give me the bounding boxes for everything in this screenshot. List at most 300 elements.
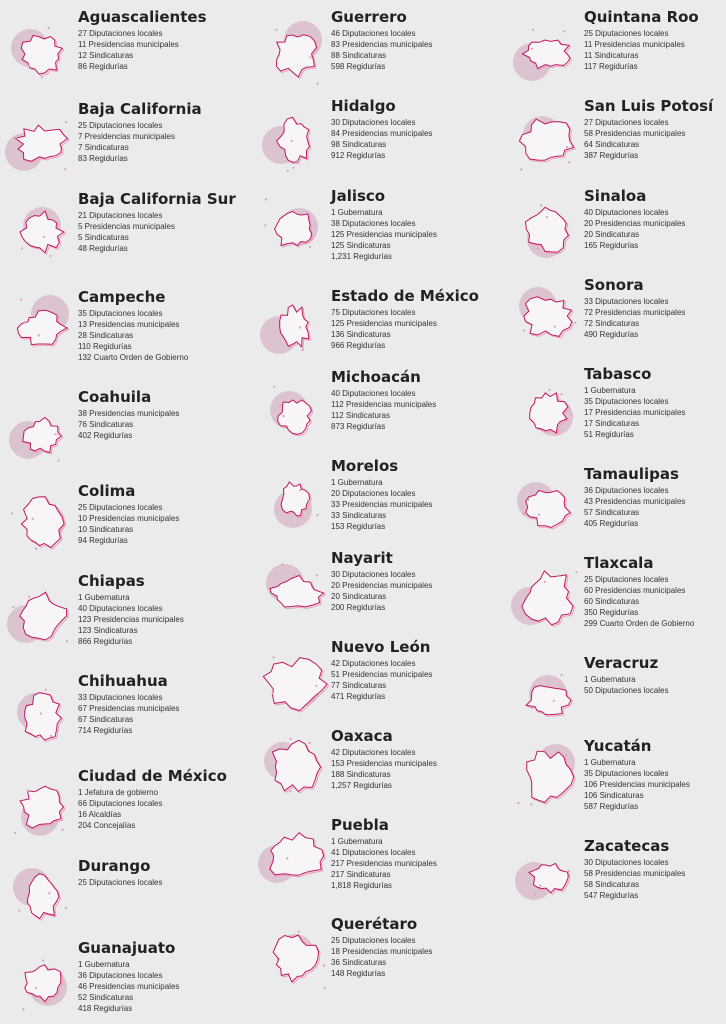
state-map-icon	[259, 291, 331, 363]
position-count: 1 Gubernatura	[584, 758, 636, 767]
position-count: 148 Regidurías	[331, 969, 386, 978]
position-count: 188 Sindicaturas	[331, 770, 391, 779]
state-map-icon	[512, 280, 584, 352]
state-info	[78, 572, 184, 647]
state-outline	[273, 935, 319, 982]
position-count: 5 Presidencias municipales	[78, 222, 175, 231]
state-info	[331, 187, 437, 262]
position-count: 46 Diputaciones locales	[331, 29, 416, 38]
decor-dot	[531, 48, 533, 50]
position-count: 405 Regidurías	[584, 519, 639, 528]
state-info	[78, 288, 188, 363]
state-info	[331, 915, 432, 979]
decor-dot	[306, 870, 308, 872]
state-map-icon	[6, 196, 78, 268]
state-name: Tamaulipas	[584, 465, 679, 483]
state-info	[78, 767, 227, 831]
state-map-icon	[259, 557, 331, 629]
state-name: Jalisco	[331, 187, 386, 205]
decor-dot	[62, 829, 64, 831]
position-count: 112 Sindicaturas	[331, 411, 390, 420]
position-count: 20 Presidencias municipales	[584, 219, 686, 228]
state-map-icon	[6, 400, 78, 472]
state-map-icon	[512, 562, 584, 634]
decor-dot	[565, 754, 567, 756]
position-count: 1 Gubernatura	[78, 960, 130, 969]
decor-dot	[309, 246, 311, 248]
decor-dot	[65, 907, 67, 909]
state-name: Sinaloa	[584, 187, 647, 205]
decor-dot	[539, 885, 541, 887]
position-count: 36 Diputaciones locales	[78, 971, 163, 980]
position-count: 40 Diputaciones locales	[78, 604, 163, 613]
decor-dot	[540, 204, 542, 206]
state-map-icon	[6, 861, 78, 933]
position-count: 30 Diputaciones locales	[331, 570, 416, 579]
decor-dot	[22, 1008, 24, 1010]
position-count: 912 Regidurías	[331, 151, 386, 160]
position-count: 165 Regidurías	[584, 241, 639, 250]
position-count: 10 Sindicaturas	[78, 525, 134, 534]
position-count: 58 Presidencias municipales	[584, 129, 686, 138]
position-count: 25 Diputaciones locales	[78, 878, 163, 887]
state-map-icon	[259, 648, 331, 720]
state-map-icon	[259, 193, 331, 265]
decor-dot	[292, 167, 294, 169]
position-count: 1,818 Regidurías	[331, 881, 392, 890]
position-count: 125 Presidencias municipales	[331, 230, 437, 239]
decor-dot	[315, 685, 317, 687]
position-count: 204 Concejalías	[78, 821, 136, 830]
position-count: 67 Sindicaturas	[78, 715, 134, 724]
decor-dot	[35, 987, 37, 989]
state-map-icon	[259, 923, 331, 995]
decor-dot	[302, 349, 304, 351]
state-map-icon	[512, 664, 584, 736]
position-count: 866 Regidurías	[78, 637, 133, 646]
state-name: Nuevo León	[331, 638, 431, 656]
decor-dot	[546, 216, 548, 218]
state-name: Ciudad de México	[78, 767, 227, 785]
state-map-icon	[6, 18, 78, 90]
state-info	[584, 737, 690, 812]
position-count: 75 Diputaciones locales	[331, 308, 416, 317]
decor-dot	[575, 571, 577, 573]
decor-dot	[299, 489, 301, 491]
decor-dot	[50, 735, 52, 737]
decor-dot	[534, 893, 536, 895]
position-count: 598 Regidurías	[331, 62, 386, 71]
position-count: 42 Diputaciones locales	[331, 748, 416, 757]
decor-dot	[38, 334, 40, 336]
position-count: 43 Presidencias municipales	[584, 497, 686, 506]
state-info	[78, 672, 179, 736]
position-count: 33 Presidencias municipales	[331, 500, 433, 509]
decor-dot	[298, 931, 300, 933]
position-count: 33 Diputaciones locales	[584, 297, 669, 306]
decor-dot	[58, 460, 60, 462]
position-count: 547 Regidurías	[584, 891, 639, 900]
position-count: 76 Sindicaturas	[78, 420, 134, 429]
position-count: 72 Presidencias municipales	[584, 308, 686, 317]
state-map-icon	[512, 105, 584, 177]
position-count: 136 Sindicaturas	[331, 330, 391, 339]
decor-dot	[537, 248, 539, 250]
decor-dot	[21, 247, 23, 249]
position-count: 123 Sindicaturas	[78, 626, 138, 635]
decor-dot	[523, 513, 525, 515]
decor-dot	[294, 575, 296, 577]
state-outline	[275, 212, 312, 246]
decor-dot	[289, 790, 291, 792]
decor-dot	[65, 121, 67, 123]
position-count: 5 Sindicaturas	[78, 233, 129, 242]
decor-dot	[316, 574, 318, 576]
decor-dot	[282, 415, 284, 417]
position-count: 17 Presidencias municipales	[584, 408, 686, 417]
state-map-icon	[512, 18, 584, 90]
state-info	[78, 8, 207, 72]
position-count: 33 Diputaciones locales	[78, 693, 163, 702]
state-map-icon	[6, 771, 78, 843]
position-count: 35 Diputaciones locales	[78, 309, 163, 318]
state-name: Oaxaca	[331, 727, 393, 745]
position-count: 58 Presidencias municipales	[584, 869, 686, 878]
position-count: 64 Sindicaturas	[584, 140, 640, 149]
position-count: 587 Regidurías	[584, 802, 639, 811]
state-map-icon	[259, 105, 331, 177]
decor-dot	[64, 168, 66, 170]
state-name: Durango	[78, 857, 151, 875]
state-outline	[263, 658, 327, 711]
decor-dot	[15, 137, 17, 139]
position-count: 20 Sindicaturas	[584, 230, 640, 239]
decor-dot	[43, 236, 45, 238]
state-map-icon	[512, 193, 584, 265]
state-map-icon	[6, 488, 78, 560]
state-name: Tabasco	[584, 365, 652, 383]
decor-dot	[561, 674, 563, 676]
state-map-icon	[512, 841, 584, 913]
position-count: 20 Presidencias municipales	[331, 581, 433, 590]
state-info	[331, 816, 437, 891]
position-count: 1 Gubernatura	[331, 478, 383, 487]
position-count: 11 Sindicaturas	[584, 51, 639, 60]
decor-dot	[574, 322, 576, 324]
state-info	[584, 187, 685, 251]
state-info	[584, 654, 669, 696]
position-count: 11 Presidencias municipales	[78, 40, 179, 49]
position-count: 98 Sindicaturas	[331, 140, 387, 149]
state-info	[584, 365, 685, 440]
state-name: Baja California	[78, 100, 202, 118]
position-count: 40 Diputaciones locales	[584, 208, 669, 217]
decor-dot	[273, 386, 275, 388]
position-count: 17 Sindicaturas	[584, 419, 640, 428]
decor-dot	[12, 606, 14, 608]
position-count: 387 Regidurías	[584, 151, 639, 160]
state-info	[584, 554, 694, 629]
state-map-icon	[259, 18, 331, 90]
state-map-icon	[259, 820, 331, 892]
decor-dot	[14, 832, 16, 834]
decor-dot	[271, 692, 273, 694]
state-info	[331, 727, 437, 791]
state-name: Baja California Sur	[78, 190, 236, 208]
state-name: Sonora	[584, 276, 644, 294]
decor-dot	[531, 707, 533, 709]
state-outline	[278, 400, 312, 434]
position-count: 125 Sindicaturas	[331, 241, 391, 250]
position-count: 60 Presidencias municipales	[584, 586, 686, 595]
position-count: 490 Regidurías	[584, 330, 639, 339]
state-info	[584, 97, 713, 161]
state-name: Tlaxcala	[584, 554, 654, 572]
decor-dot	[32, 518, 34, 520]
position-count: 48 Regidurías	[78, 244, 128, 253]
decor-dot	[563, 30, 565, 32]
state-map-icon	[259, 731, 331, 803]
decor-dot	[309, 742, 311, 744]
state-name: Campeche	[78, 288, 166, 306]
decor-dot	[527, 499, 529, 501]
decor-dot	[35, 548, 37, 550]
decor-dot	[66, 640, 68, 642]
state-name: Aguascalientes	[78, 8, 207, 26]
position-count: 7 Presidencias municipales	[78, 132, 175, 141]
position-count: 25 Diputaciones locales	[331, 936, 416, 945]
position-count: 13 Presidencias municipales	[78, 320, 180, 329]
state-map-icon	[512, 377, 584, 449]
position-count: 38 Diputaciones locales	[331, 219, 416, 228]
position-count: 20 Sindicaturas	[331, 592, 387, 601]
state-outline	[20, 592, 67, 640]
position-count: 125 Presidencias municipales	[331, 319, 437, 328]
state-map-icon	[6, 682, 78, 754]
state-name: Colima	[78, 482, 136, 500]
decor-dot	[324, 987, 326, 989]
position-count: 418 Regidurías	[78, 1004, 133, 1013]
state-info	[584, 276, 685, 340]
decor-dot	[532, 29, 534, 31]
position-count: 1 Gubernatura	[78, 593, 130, 602]
position-count: 35 Diputaciones locales	[584, 769, 669, 778]
state-outline	[526, 686, 571, 715]
position-count: 112 Presidencias municipales	[331, 400, 437, 409]
position-count: 33 Sindicaturas	[331, 511, 387, 520]
state-name: Querétaro	[331, 915, 418, 933]
state-name: Guanajuato	[78, 939, 176, 957]
state-name: Estado de México	[331, 287, 479, 305]
decor-dot	[568, 161, 570, 163]
position-count: 88 Sindicaturas	[331, 51, 387, 60]
state-name: Guerrero	[331, 8, 407, 26]
decor-dot	[544, 581, 546, 583]
decor-dot	[548, 389, 550, 391]
decor-dot	[299, 326, 301, 328]
decor-dot	[538, 514, 540, 516]
state-outline	[522, 571, 573, 625]
decor-dot	[27, 790, 29, 792]
position-count: 40 Diputaciones locales	[331, 389, 416, 398]
decor-dot	[287, 170, 289, 172]
position-count: 966 Regidurías	[331, 341, 386, 350]
position-count: 10 Presidencias municipales	[78, 514, 180, 523]
state-info	[584, 837, 685, 901]
state-map-icon	[6, 292, 78, 364]
state-name: Chihuahua	[78, 672, 168, 690]
position-count: 51 Presidencias municipales	[331, 670, 433, 679]
position-count: 11 Presidencias municipales	[584, 40, 685, 49]
decor-dot	[264, 224, 266, 226]
position-count: 16 Alcaldías	[78, 810, 122, 819]
position-count: 123 Presidencias municipales	[78, 615, 184, 624]
decor-dot	[42, 959, 44, 961]
decor-dot	[28, 65, 30, 67]
decor-dot	[20, 298, 22, 300]
state-outline	[276, 35, 316, 77]
position-count: 60 Sindicaturas	[584, 597, 640, 606]
state-name: Morelos	[331, 457, 399, 475]
decor-dot	[570, 414, 572, 416]
decor-dot	[557, 575, 559, 577]
decor-dot	[281, 563, 283, 565]
decor-dot	[523, 329, 525, 331]
position-count: 402 Regidurías	[78, 431, 133, 440]
position-count: 25 Diputaciones locales	[78, 121, 163, 130]
state-name: San Luis Potosí	[584, 97, 714, 115]
position-count: 83 Presidencias municipales	[331, 40, 433, 49]
position-count: 57 Sindicaturas	[584, 508, 640, 517]
position-count: 1 Gubernatura	[331, 208, 383, 217]
decor-dot	[530, 803, 532, 805]
position-count: 217 Presidencias municipales	[331, 859, 437, 868]
position-count: 67 Presidencias municipales	[78, 704, 180, 713]
decor-dot	[520, 168, 522, 170]
decor-dot	[40, 712, 42, 714]
state-name: Chiapas	[78, 572, 145, 590]
position-count: 1,257 Regidurías	[331, 781, 392, 790]
position-count: 83 Regidurías	[78, 154, 128, 163]
decor-dot	[48, 892, 50, 894]
position-count: 12 Sindicaturas	[78, 51, 134, 60]
position-count: 30 Diputaciones locales	[584, 858, 669, 867]
state-info	[331, 549, 432, 613]
position-count: 117 Regidurías	[584, 62, 638, 71]
position-count: 46 Presidencias municipales	[78, 982, 180, 991]
state-info	[78, 939, 179, 1014]
position-count: 30 Diputaciones locales	[331, 118, 416, 127]
position-count: 35 Diputaciones locales	[584, 397, 669, 406]
decor-dot	[554, 326, 556, 328]
decor-dot	[55, 433, 57, 435]
decor-dot	[307, 499, 309, 501]
decor-dot	[517, 802, 519, 804]
state-name: Veracruz	[584, 654, 659, 672]
decor-dot	[291, 140, 293, 142]
position-count: 66 Diputaciones locales	[78, 799, 163, 808]
state-name: Coahuila	[78, 388, 152, 406]
state-info	[331, 368, 436, 432]
decor-dot	[566, 146, 568, 148]
decor-dot	[265, 198, 267, 200]
state-map-icon	[512, 471, 584, 543]
state-info	[78, 482, 179, 546]
position-count: 58 Sindicaturas	[584, 880, 640, 889]
position-count: 1 Gubernatura	[331, 837, 383, 846]
decor-dot	[561, 393, 563, 395]
decor-dot	[309, 56, 311, 58]
decor-dot	[286, 857, 288, 859]
decor-dot	[18, 910, 20, 912]
decor-dot	[58, 433, 60, 435]
state-map-icon	[512, 741, 584, 813]
position-count: 50 Diputaciones locales	[584, 686, 669, 695]
position-count: 28 Sindicaturas	[78, 331, 134, 340]
state-info	[331, 97, 432, 161]
position-count: 25 Diputaciones locales	[584, 29, 669, 38]
state-name: Nayarit	[331, 549, 393, 567]
state-info	[331, 287, 479, 351]
state-map-icon	[259, 380, 331, 452]
position-count: 7 Sindicaturas	[78, 143, 129, 152]
position-count: 77 Sindicaturas	[331, 681, 387, 690]
decor-dot	[279, 405, 281, 407]
state-map-icon	[259, 463, 331, 535]
decor-dot	[317, 83, 319, 85]
decor-dot	[41, 76, 43, 78]
position-count: 1 Jefatura de gobierno	[78, 788, 159, 797]
position-count: 84 Presidencias municipales	[331, 129, 433, 138]
state-outline	[524, 297, 572, 337]
state-info	[331, 8, 432, 72]
position-count: 18 Presidencias municipales	[331, 947, 433, 956]
position-count: 106 Sindicaturas	[584, 791, 644, 800]
state-info	[78, 100, 202, 164]
decor-dot	[553, 700, 555, 702]
state-outline	[21, 497, 64, 548]
state-outline	[270, 833, 324, 876]
position-count: 714 Regidurías	[78, 726, 133, 735]
position-count: 42 Diputaciones locales	[331, 659, 416, 668]
decor-dot	[11, 512, 13, 514]
position-count: 200 Regidurías	[331, 603, 386, 612]
state-name: Hidalgo	[331, 97, 396, 115]
position-count: 217 Sindicaturas	[331, 870, 391, 879]
decor-dot	[324, 857, 326, 859]
position-count: 471 Regidurías	[331, 692, 386, 701]
state-info	[584, 8, 699, 72]
state-map-icon	[6, 580, 78, 652]
decor-dot	[323, 965, 325, 967]
state-name: Puebla	[331, 816, 389, 834]
state-info	[331, 638, 432, 702]
position-count: 153 Presidencias municipales	[331, 759, 437, 768]
state-info	[78, 857, 163, 888]
decor-dot	[266, 335, 268, 337]
decor-dot	[48, 27, 50, 29]
decor-dot	[49, 255, 51, 257]
position-count: 153 Regidurías	[331, 522, 386, 531]
state-outline	[526, 490, 570, 527]
position-count: 51 Regidurías	[584, 430, 634, 439]
position-count: 86 Regidurías	[78, 62, 128, 71]
state-info	[331, 457, 432, 532]
position-count: 21 Diputaciones locales	[78, 211, 163, 220]
position-count: 350 Regidurías	[584, 608, 639, 617]
position-count: 1 Gubernatura	[584, 675, 636, 684]
position-count: 132 Cuarto Orden de Gobierno	[78, 353, 189, 362]
